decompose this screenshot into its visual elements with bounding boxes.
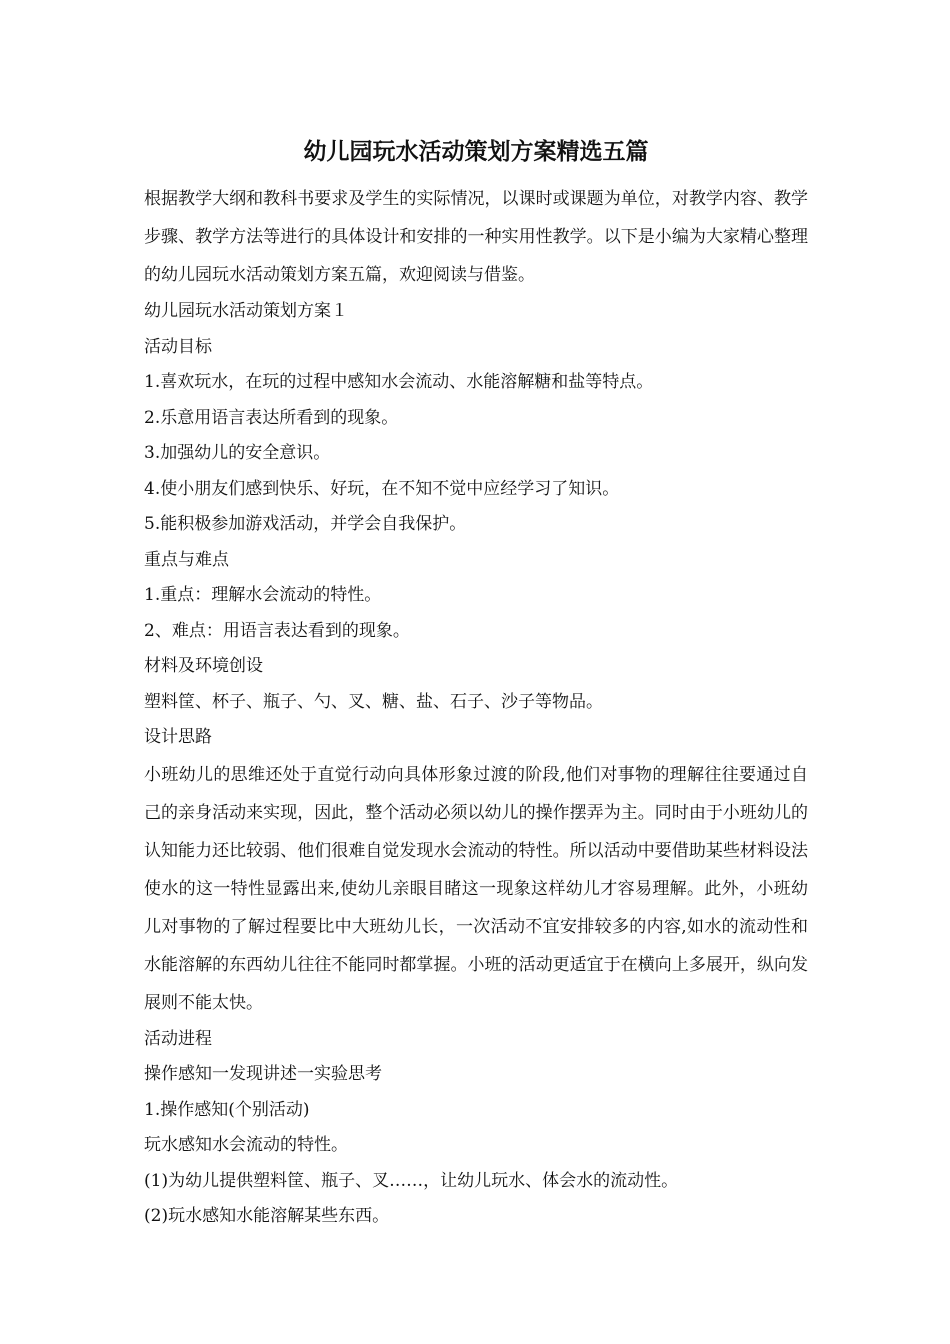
process-item: (2)玩水感知水能溶解某些东西。: [144, 1206, 390, 1226]
section-heading-process: 活动进程: [144, 1028, 212, 1049]
section-heading-goals: 活动目标: [144, 336, 212, 357]
process-item: 玩水感知水会流动的特性。: [144, 1135, 348, 1155]
key-point-item: 1.重点：理解水会流动的特性。: [144, 585, 382, 605]
intro-paragraph: 根据教学大纲和教科书要求及学生的实际情况，以课时或课题为单位，对教学内容、教学步骤、教学方法等进行的具体设计和安排的一种实用性教学。以下是小编为大家精心整理的幼儿园玩水活动策划方案五篇，欢迎阅读与借鉴。: [144, 189, 808, 285]
plan-heading: 幼儿园玩水活动策划方案１: [144, 301, 348, 321]
process-item: (1)为幼儿提供塑料筐、瓶子、叉……，让幼儿玩水、体会水的流动性。: [144, 1170, 679, 1191]
design-paragraph: 小班幼儿的思维还处于直觉行动向具体形象过渡的阶段,他们对事物的理解往往要通过自己的亲身活动来实现，因此，整个活动必须以幼儿的操作摆弄为主。同时由于小班幼儿的认知能力还比较弱、他们很难自觉发现水会流动的特性。所以活动中要借助某些材料设法使水的这一特性显露出来,使幼儿亲眼目睹这一现象这样幼儿才容易理解。此外，小班幼儿对事物的了解过程要比中大班幼儿长，一次活动不宜安排较多的内容,如水的流动性和水能溶解的东西幼儿往往不能同时都掌握。小班的活动更适宜于在横向上多展开，纵向发展则不能太快。: [144, 764, 808, 1013]
materials-text: 塑料筐、杯子、瓶子、勺、叉、糖、盐、石子、沙子等物品。: [144, 691, 603, 712]
goal-item: 4.使小朋友们感到快乐、好玩，在不知不觉中应经学习了知识。: [144, 478, 620, 499]
section-heading-design: 设计思路: [144, 727, 212, 747]
document-page: [144, 130, 808, 1235]
process-item: 1.操作感知(个别活动): [144, 1099, 310, 1120]
goal-item: 1.喜欢玩水，在玩的过程中感知水会流动、水能溶解糖和盐等特点。: [144, 372, 654, 392]
key-point-item: 2、难点：用语言表达看到的现象。: [144, 620, 410, 641]
goal-item: 3.加强幼儿的安全意识。: [144, 443, 331, 463]
goal-item: 5.能积极参加游戏活动，并学会自我保护。: [144, 514, 467, 534]
goal-item: 2.乐意用语言表达所看到的现象。: [144, 407, 399, 428]
process-item: 操作感知一发现讲述一实验思考: [144, 1064, 382, 1084]
document-title: 幼儿园玩水活动策划方案精选五篇: [303, 138, 649, 165]
section-heading-key-points: 重点与难点: [144, 549, 229, 570]
section-heading-materials: 材料及环境创设: [144, 656, 263, 676]
